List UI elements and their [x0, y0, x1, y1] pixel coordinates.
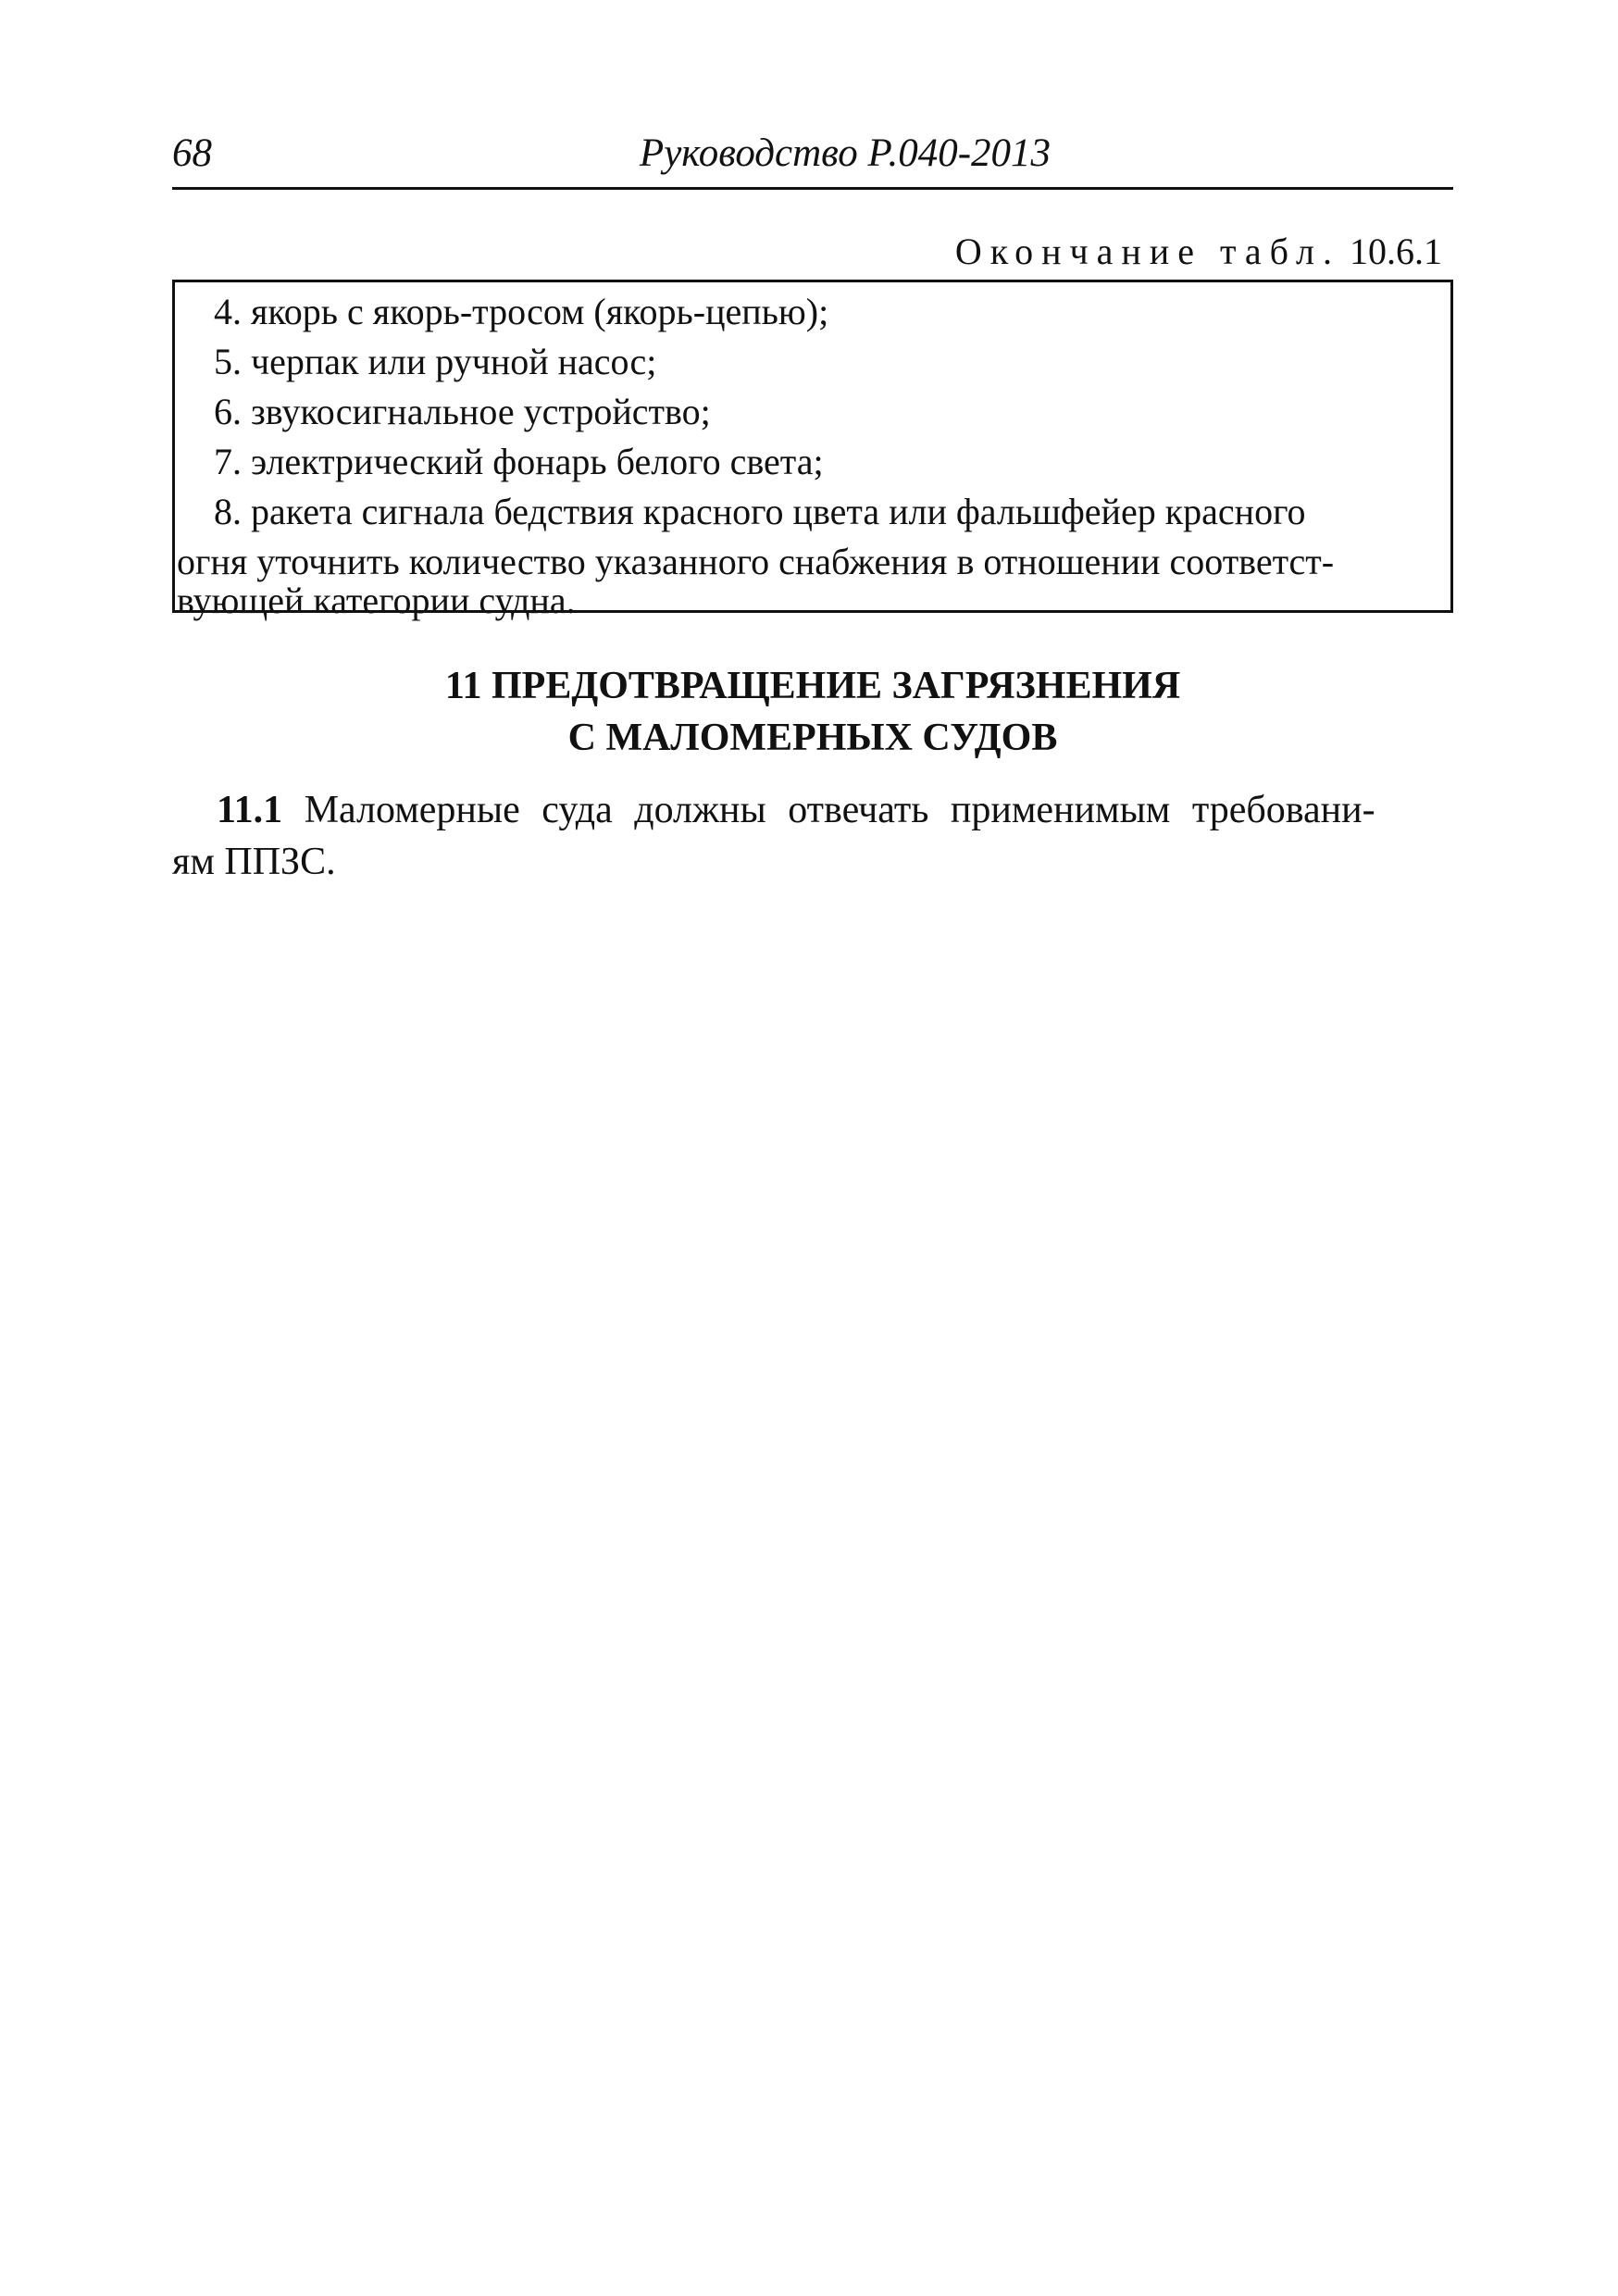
table-item-8-end: вующей категории судна. [177, 580, 576, 621]
table-caption-number: 10.6.1 [1350, 231, 1442, 272]
table-item-4: 4. якорь с якорь-тросом (якорь-цепью); [214, 291, 829, 332]
table-item-6: 6. звукосигнальное устройство; [214, 391, 711, 432]
equipment-table [172, 280, 1453, 621]
paragraph-11-1 [172, 785, 1453, 835]
running-header [172, 130, 1453, 190]
paragraph-text-line2: ям ППЗС. [172, 841, 336, 883]
paragraph-text-line1: Маломерные суда должны отвечать применимым требовани- [304, 789, 1375, 831]
table-item-5: 5. черпак или ручной насос; [214, 341, 657, 382]
section-heading-line1: 11 ПРЕДОТВРАЩЕНИЕ ЗАГРЯЗНЕНИЯ [444, 665, 1181, 707]
document-title: Руководство Р.040-2013 [639, 131, 1052, 175]
table-caption-label: Окончание табл. [954, 231, 1340, 272]
table-item-8: 8. ракета сигнала бедствия красного цвета или фальшфейер красного [214, 491, 1306, 532]
table-item-8-continued: огня уточнить количество указанного снабжения в отношении соответст- [177, 541, 1335, 582]
section-heading-line2: С МАЛОМЕРНЫХ СУДОВ [567, 717, 1058, 759]
table-caption [955, 230, 1442, 274]
paragraph-number: 11.1 [217, 789, 283, 831]
document-page [172, 0, 1453, 2296]
table-item-7: 7. электрический фонарь белого света; [214, 441, 824, 482]
page-number: 68 [172, 131, 212, 175]
